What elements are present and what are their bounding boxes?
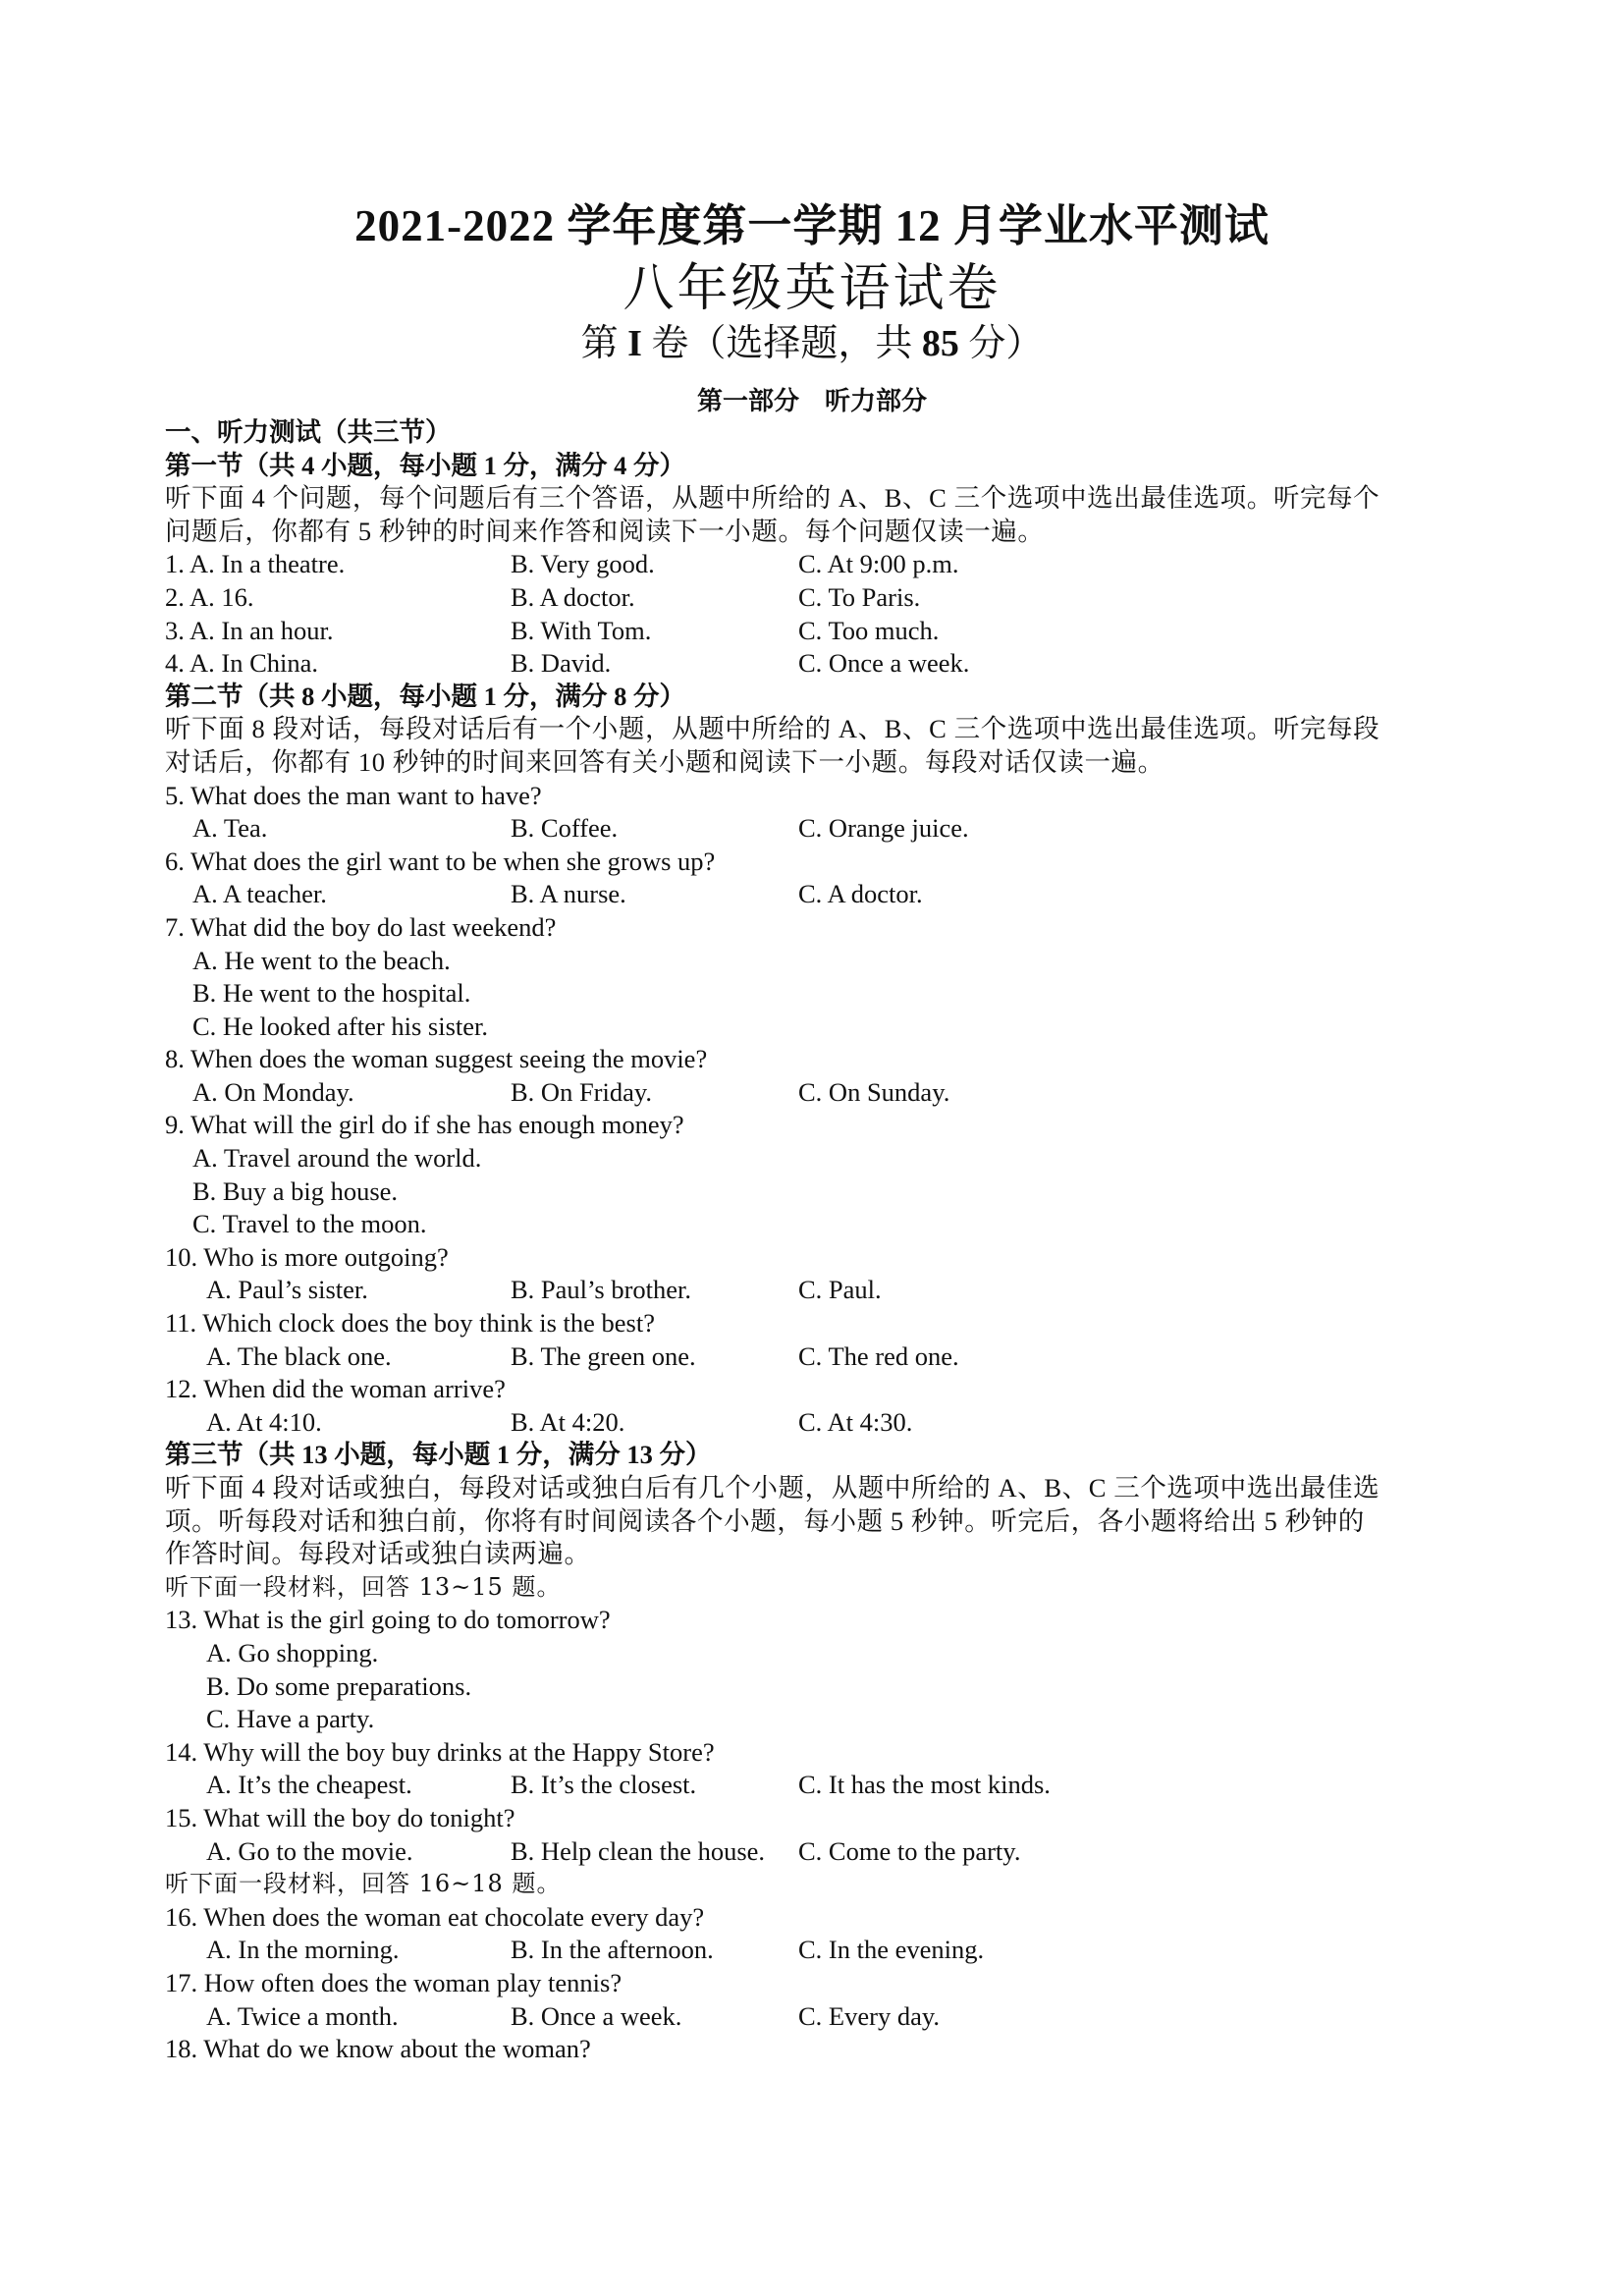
option-row: [165, 1670, 1481, 1704]
option-b: B. A doctor.: [511, 581, 635, 612]
option-row: [165, 977, 1481, 1011]
question-stem: 7. What did the boy do last weekend?: [165, 911, 557, 942]
option-row: [165, 945, 1481, 978]
option-b: B. David.: [511, 648, 612, 679]
option-c: C. Travel to the moon.: [192, 1209, 427, 1239]
option-b: B. Buy a big house.: [192, 1175, 399, 1206]
option-c: C. On Sunday.: [798, 1076, 950, 1107]
section-main-heading: 一、听力测试（共三节）: [165, 417, 452, 447]
group-note: 听下面一段材料，回答 13~15 题。: [165, 1572, 562, 1601]
question-row: [165, 548, 1481, 581]
volume-title-pre: 第: [580, 323, 628, 364]
option-c: C. To Paris.: [798, 581, 921, 612]
exam-body: [165, 416, 1481, 2066]
question-stem: 16. When does the woman eat chocolate every day?: [165, 1901, 705, 1932]
option-b: B. With Tom.: [511, 615, 652, 645]
section1-heading: 第一节（共 4 小题，每小题 1 分，满分 4 分）: [165, 450, 685, 480]
exam-subtitle: 八年级英语试卷: [623, 261, 1001, 317]
option-a: A. On Monday.: [192, 1076, 354, 1107]
option-b: B. Paul’s brother.: [511, 1275, 692, 1305]
option-b: B. Coffee.: [511, 813, 619, 844]
option-a: 4. A. In China.: [165, 648, 319, 679]
option-a: A. A teacher.: [192, 879, 327, 909]
question-stem: 12. When did the woman arrive?: [165, 1374, 506, 1404]
option-a: 2. A. 16.: [165, 581, 254, 612]
option-row: [165, 1011, 1481, 1044]
option-c: C. In the evening.: [798, 1935, 985, 1965]
section1-instruction: 听下面 4 个问题，每个问题后有三个答语，从题中所给的 A、B、C 三个选项中选出最佳选项。听完每个: [165, 483, 1380, 514]
option-row: [165, 1274, 1481, 1307]
option-c: C. Paul.: [798, 1275, 882, 1305]
volume-title-post: 分）: [958, 323, 1044, 364]
question-stem: 9. What will the girl do if she has enough money?: [165, 1110, 684, 1140]
section3-heading: 第三节（共 13 小题，每小题 1 分，满分 13 分）: [165, 1440, 712, 1470]
volume-title-mid: 卷（选择题，共: [641, 323, 922, 364]
section1-instruction: 问题后，你都有 5 秒钟的时间来作答和阅读下一小题。每个问题仅读一遍。: [165, 516, 1045, 546]
option-row: [165, 878, 1481, 911]
option-b: B. Very good.: [511, 549, 655, 579]
question-stem: 13. What is the girl going to do tomorrow?: [165, 1605, 611, 1635]
option-b: B. He went to the hospital.: [192, 978, 471, 1009]
question-stem: 10. Who is more outgoing?: [165, 1241, 449, 1272]
option-c: C. Have a party.: [206, 1704, 375, 1734]
option-c: C. Every day.: [798, 2000, 940, 2031]
option-a: A. It’s the cheapest.: [206, 1770, 412, 1800]
option-row: [165, 1637, 1481, 1670]
volume-points: 85: [921, 323, 959, 364]
option-row: [165, 1703, 1481, 1736]
option-row: [165, 1175, 1481, 1209]
option-row: [165, 812, 1481, 846]
option-row: [165, 1142, 1481, 1175]
part-title: 第一部分 听力部分: [696, 387, 927, 415]
option-a: A. At 4:10.: [206, 1406, 322, 1437]
section2-instruction: 对话后，你都有 10 秒钟的时间来回答有关小题和阅读下一小题。每段对话仅读一遍。: [165, 746, 1164, 777]
option-a: 3. A. In an hour.: [165, 615, 334, 645]
option-a: A. Twice a month.: [206, 2000, 399, 2031]
question-row: [165, 647, 1481, 681]
option-b: B. Help clean the house.: [511, 1835, 766, 1866]
option-b: B. On Friday.: [511, 1076, 653, 1107]
option-b: B. In the afternoon.: [511, 1935, 714, 1965]
option-a: A. Travel around the world.: [192, 1143, 482, 1174]
question-row: [165, 615, 1481, 648]
option-a: A. Go to the movie.: [206, 1835, 413, 1866]
option-a: A. Paul’s sister.: [206, 1275, 368, 1305]
option-c: C. Too much.: [798, 615, 940, 645]
question-stem: 15. What will the boy do tonight?: [165, 1802, 515, 1832]
option-b: B. It’s the closest.: [511, 1770, 697, 1800]
option-row: [165, 1835, 1481, 1869]
option-c: C. A doctor.: [798, 879, 923, 909]
option-b: B. Once a week.: [511, 2000, 682, 2031]
section3-instruction: 项。听每段对话和独白前，你将有时间阅读各个小题，每小题 5 秒钟。听完后，各小题将给出 5 秒钟的: [165, 1505, 1365, 1536]
option-c: C. The red one.: [798, 1340, 959, 1371]
question-stem: 17. How often does the woman play tennis?: [165, 1967, 623, 1997]
option-row: [165, 1076, 1481, 1110]
option-b: B. Do some preparations.: [206, 1670, 472, 1701]
option-c: C. Orange juice.: [798, 813, 969, 844]
question-row: [165, 581, 1481, 615]
section2-instruction: 听下面 8 段对话，每段对话后有一个小题，从题中所给的 A、B、C 三个选项中选出最佳选项。听完每段: [165, 714, 1380, 744]
option-a: A. Tea.: [192, 813, 268, 844]
question-stem: 11. Which clock does the boy think is the best?: [165, 1308, 655, 1339]
section3-instruction: 听下面 4 段对话或独白，每段对话或独白后有几个小题，从题中所给的 A、B、C 三个选项中选出最佳选: [165, 1473, 1380, 1503]
exam-title: 2021-2022 学年度第一学期 12 月学业水平测试: [354, 201, 1270, 250]
question-stem: 8. When does the woman suggest seeing the movie?: [165, 1044, 708, 1074]
option-row: [165, 1769, 1481, 1802]
option-a: A. The black one.: [206, 1340, 392, 1371]
option-c: C. At 4:30.: [798, 1406, 913, 1437]
option-c: C. He looked after his sister.: [192, 1011, 489, 1041]
option-b: B. At 4:20.: [511, 1406, 625, 1437]
section2-heading: 第二节（共 8 小题，每小题 1 分，满分 8 分）: [165, 681, 685, 711]
question-stem: 6. What does the girl want to be when she grows up?: [165, 846, 716, 876]
volume-roman: I: [627, 323, 642, 364]
option-a: A. Go shopping.: [206, 1637, 379, 1667]
option-a: A. He went to the beach.: [192, 945, 451, 975]
question-stem: 14. Why will the boy buy drinks at the Happy Store?: [165, 1736, 715, 1767]
option-row: [165, 2000, 1481, 2034]
option-b: B. A nurse.: [511, 879, 626, 909]
option-c: C. It has the most kinds.: [798, 1770, 1051, 1800]
question-stem: 5. What does the man want to have?: [165, 780, 542, 810]
option-c: C. Once a week.: [798, 648, 970, 679]
option-row: [165, 1406, 1481, 1440]
volume-title: [0, 312, 1624, 366]
option-c: C. Come to the party.: [798, 1835, 1021, 1866]
option-row: [165, 1934, 1481, 1967]
question-stem: 18. What do we know about the woman?: [165, 2034, 591, 2064]
option-a: A. In the morning.: [206, 1935, 400, 1965]
group-note: 听下面一段材料，回答 16~18 题。: [165, 1870, 562, 1898]
option-c: C. At 9:00 p.m.: [798, 549, 959, 579]
option-row: [165, 1208, 1481, 1241]
option-b: B. The green one.: [511, 1340, 696, 1371]
option-a: 1. A. In a theatre.: [165, 549, 346, 579]
option-row: [165, 1340, 1481, 1374]
section3-instruction: 作答时间。每段对话或独白读两遍。: [165, 1539, 591, 1569]
